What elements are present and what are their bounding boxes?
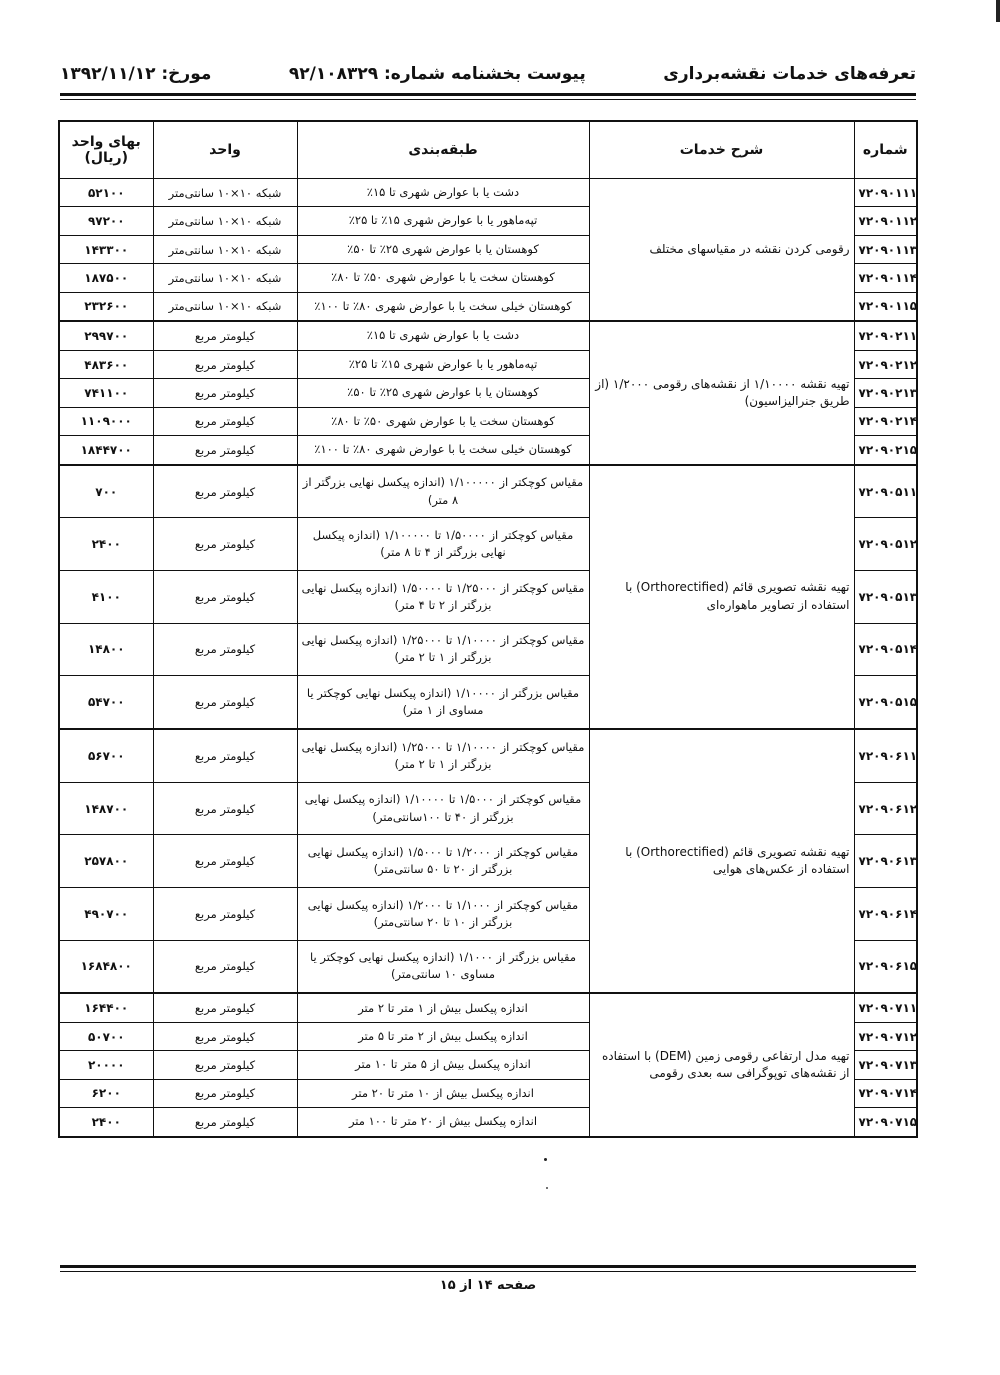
header-rule <box>60 93 916 96</box>
service-code-cell: ۷۲۰۹۰۶۱۳ <box>854 835 917 888</box>
service-code-cell: ۷۲۰۹۰۵۱۴ <box>854 623 917 676</box>
table-row <box>59 729 917 782</box>
service-description-cell: تهیه نقشه تصویری قائم (Orthorectified) با استفاده از عکس‌های هوایی <box>589 729 854 993</box>
unit-cell: شبکه ۱۰×۱۰ سانتی‌متر <box>153 235 297 263</box>
unit-cell: کیلومتر مربع <box>153 518 297 571</box>
unit-price-cell: ۵۲۱۰۰ <box>59 179 153 207</box>
unit-cell: کیلومتر مربع <box>153 1022 297 1050</box>
classification-cell: مقیاس کوچکتر از ۱/۲۵۰۰۰ تا ۱/۵۰۰۰۰ (اندازه پیکسل نهایی بزرگتر از ۲ تا ۴ متر) <box>297 571 589 624</box>
page-number: صفحه ۱۴ از ۱۵ <box>439 1278 537 1293</box>
classification-cell: کوهستان خیلی سخت یا با عوارض شهری ۸۰٪ تا ۱۰۰٪ <box>297 292 589 321</box>
unit-price-cell: ۵۰۷۰۰ <box>59 1022 153 1050</box>
unit-price-cell: ۲۴۰۰ <box>59 518 153 571</box>
unit-price-cell: ۶۲۰۰ <box>59 1079 153 1107</box>
unit-price-cell: ۲۵۷۸۰۰ <box>59 835 153 888</box>
document-title: تعرفه‌های خدمات نقشه‌برداری <box>663 64 916 84</box>
classification-cell: کوهستان یا با عوارض شهری ۲۵٪ تا ۵۰٪ <box>297 379 589 407</box>
service-code-cell: ۷۲۰۹۰۱۱۳ <box>854 235 917 263</box>
classification-cell: مقیاس بزرگتر از ۱/۱۰۰۰۰ (اندازه پیکسل نهایی کوچکتر یا مساوی از ۱ متر) <box>297 676 589 729</box>
unit-price-cell: ۴۹۰۷۰۰ <box>59 887 153 940</box>
unit-cell: کیلومتر مربع <box>153 407 297 435</box>
service-code-cell: ۷۲۰۹۰۱۱۱ <box>854 179 917 207</box>
table-row <box>59 993 917 1022</box>
classification-cell: کوهستان سخت یا با عوارض شهری ۵۰٪ تا ۸۰٪ <box>297 264 589 292</box>
page-header <box>60 60 916 88</box>
service-code-cell: ۷۲۰۹۰۱۱۲ <box>854 207 917 235</box>
header-unit: واحد <box>153 121 297 179</box>
classification-cell: مقیاس کوچکتر از ۱/۱۰۰۰۰ تا ۱/۲۵۰۰۰ (اندازه پیکسل نهایی بزرگتر از ۱ تا ۲ متر) <box>297 729 589 782</box>
classification-cell: مقیاس کوچکتر از ۱/۱۰۰۰۰۰ (اندازه پیکسل نهایی بزرگتر از ۸ متر) <box>297 465 589 518</box>
unit-cell: کیلومتر مربع <box>153 782 297 835</box>
unit-price-cell: ۲۴۰۰ <box>59 1108 153 1137</box>
service-code-cell: ۷۲۰۹۰۷۱۳ <box>854 1051 917 1079</box>
classification-cell: مقیاس کوچکتر از ۱/۵۰۰۰۰ تا ۱/۱۰۰۰۰۰ (اندازه پیکسل نهایی بزرگتر از ۴ تا ۸ متر) <box>297 518 589 571</box>
service-code-cell: ۷۲۰۹۰۱۱۵ <box>854 292 917 321</box>
unit-price-cell: ۵۴۷۰۰ <box>59 676 153 729</box>
classification-cell: اندازه پیکسل بیش از ۱۰ متر تا ۲۰ متر <box>297 1079 589 1107</box>
unit-price-cell: ۴۱۰۰ <box>59 571 153 624</box>
unit-price-cell: ۷۰۰ <box>59 465 153 518</box>
unit-price-cell: ۱۶۴۴۰۰ <box>59 993 153 1022</box>
unit-cell: کیلومتر مربع <box>153 887 297 940</box>
unit-price-cell: ۱۸۷۵۰۰ <box>59 264 153 292</box>
unit-price-cell: ۴۸۳۶۰۰ <box>59 350 153 378</box>
classification-cell: کوهستان یا با عوارض شهری ۲۵٪ تا ۵۰٪ <box>297 235 589 263</box>
classification-cell: اندازه پیکسل بیش از ۵ متر تا ۱۰ متر <box>297 1051 589 1079</box>
table-row <box>59 321 917 350</box>
unit-cell: کیلومتر مربع <box>153 571 297 624</box>
service-code-cell: ۷۲۰۹۰۲۱۲ <box>854 350 917 378</box>
unit-price-cell: ۱۴۸۷۰۰ <box>59 782 153 835</box>
service-code-cell: ۷۲۰۹۰۷۱۵ <box>854 1108 917 1137</box>
circular-number: پیوست بخشنامه شماره: ۹۲/۱۰۸۳۲۹ <box>288 64 586 84</box>
unit-price-cell: ۹۷۲۰۰ <box>59 207 153 235</box>
service-code-cell: ۷۲۰۹۰۶۱۴ <box>854 887 917 940</box>
document-date: مورخ: ۱۳۹۲/۱۱/۱۲ <box>60 64 212 84</box>
unit-cell: کیلومتر مربع <box>153 379 297 407</box>
unit-price-cell: ۲۳۲۶۰۰ <box>59 292 153 321</box>
classification-cell: تپه‌ماهور یا با عوارض شهری ۱۵٪ تا ۲۵٪ <box>297 350 589 378</box>
unit-cell: کیلومتر مربع <box>153 1108 297 1137</box>
scan-edge-mark <box>996 0 1000 22</box>
unit-price-cell: ۷۴۱۱۰۰ <box>59 379 153 407</box>
header-unit-price-line2: (ریال) <box>84 150 129 166</box>
page-footer <box>60 1278 916 1293</box>
unit-cell: کیلومتر مربع <box>153 465 297 518</box>
classification-cell: مقیاس بزرگتر از ۱/۱۰۰۰ (اندازه پیکسل نهایی کوچکتر یا مساوی ۱۰ سانتی‌متر) <box>297 940 589 993</box>
service-code-cell: ۷۲۰۹۰۶۱۵ <box>854 940 917 993</box>
unit-cell: کیلومتر مربع <box>153 729 297 782</box>
unit-cell: کیلومتر مربع <box>153 350 297 378</box>
unit-price-cell: ۱۸۴۴۷۰۰ <box>59 436 153 465</box>
service-code-cell: ۷۲۰۹۰۵۱۵ <box>854 676 917 729</box>
unit-price-cell: ۲۹۹۷۰۰ <box>59 321 153 350</box>
header-classification: طبقه‌بندی <box>297 121 589 179</box>
unit-cell: کیلومتر مربع <box>153 993 297 1022</box>
service-description-cell: تهیه مدل ارتفاعی رقومی زمین (DEM) با استفاده از نقشه‌های توپوگرافی سه بعدی رقومی <box>589 993 854 1137</box>
tariff-body <box>59 179 917 1138</box>
unit-price-cell: ۱۱۰۹۰۰۰ <box>59 407 153 435</box>
service-code-cell: ۷۲۰۹۰۶۱۲ <box>854 782 917 835</box>
header-code: شماره <box>854 121 917 179</box>
classification-cell: کوهستان خیلی سخت یا با عوارض شهری ۸۰٪ تا ۱۰۰٪ <box>297 436 589 465</box>
service-code-cell: ۷۲۰۹۰۶۱۱ <box>854 729 917 782</box>
service-description-cell: تهیه نقشه ۱/۱۰۰۰۰ از نقشه‌های رقومی ۱/۲۰۰۰ (از طریق جنرالیزاسیون) <box>589 321 854 464</box>
unit-cell: شبکه ۱۰×۱۰ سانتی‌متر <box>153 207 297 235</box>
header-description: شرح خدمات <box>589 121 854 179</box>
unit-price-cell: ۱۶۸۴۸۰۰ <box>59 940 153 993</box>
service-code-cell: ۷۲۰۹۰۷۱۴ <box>854 1079 917 1107</box>
service-description-cell: رقومی کردن نقشه در مقیاسهای مختلف <box>589 179 854 322</box>
unit-cell: کیلومتر مربع <box>153 940 297 993</box>
classification-cell: اندازه پیکسل بیش از ۲۰ متر تا ۱۰۰ متر <box>297 1108 589 1137</box>
footer-rule-thin <box>60 1271 916 1272</box>
classification-cell: مقیاس کوچکتر از ۱/۱۰۰۰۰ تا ۱/۲۵۰۰۰ (اندازه پیکسل نهایی بزرگتر از ۱ تا ۲ متر) <box>297 623 589 676</box>
service-code-cell: ۷۲۰۹۰۲۱۵ <box>854 436 917 465</box>
service-code-cell: ۷۲۰۹۰۵۱۱ <box>854 465 917 518</box>
footer-rule <box>60 1265 916 1268</box>
unit-price-cell: ۵۶۷۰۰ <box>59 729 153 782</box>
unit-cell: شبکه ۱۰×۱۰ سانتی‌متر <box>153 292 297 321</box>
classification-cell: مقیاس کوچکتر از ۱/۲۰۰۰ تا ۱/۵۰۰۰ (اندازه پیکسل نهایی بزرگتر از ۲۰ تا ۵۰ سانتی‌متر) <box>297 835 589 888</box>
service-code-cell: ۷۲۰۹۰۵۱۲ <box>854 518 917 571</box>
unit-cell: کیلومتر مربع <box>153 1051 297 1079</box>
unit-cell: کیلومتر مربع <box>153 835 297 888</box>
classification-cell: دشت یا با عوارض شهری تا ۱۵٪ <box>297 321 589 350</box>
classification-cell: اندازه پیکسل بیش از ۱ متر تا ۲ متر <box>297 993 589 1022</box>
service-code-cell: ۷۲۰۹۰۷۱۲ <box>854 1022 917 1050</box>
classification-cell: دشت یا با عوارض شهری تا ۱۵٪ <box>297 179 589 207</box>
classification-cell: اندازه پیکسل بیش از ۲ متر تا ۵ متر <box>297 1022 589 1050</box>
classification-cell: کوهستان سخت یا با عوارض شهری ۵۰٪ تا ۸۰٪ <box>297 407 589 435</box>
stray-mark <box>544 1158 547 1161</box>
unit-cell: کیلومتر مربع <box>153 321 297 350</box>
table-header-row <box>59 121 917 179</box>
header-unit-price-line1: بهای واحد <box>71 134 141 150</box>
stray-mark <box>546 1187 548 1189</box>
classification-cell: تپه‌ماهور یا با عوارض شهری ۱۵٪ تا ۲۵٪ <box>297 207 589 235</box>
unit-cell: کیلومتر مربع <box>153 676 297 729</box>
tariff-table <box>58 120 918 1138</box>
classification-cell: مقیاس کوچکتر از ۱/۱۰۰۰ تا ۱/۲۰۰۰ (اندازه پیکسل نهایی بزرگتر از ۱۰ تا ۲۰ سانتی‌متر) <box>297 887 589 940</box>
service-code-cell: ۷۲۰۹۰۲۱۱ <box>854 321 917 350</box>
unit-cell: کیلومتر مربع <box>153 1079 297 1107</box>
unit-price-cell: ۱۴۳۳۰۰ <box>59 235 153 263</box>
service-description-cell: تهیه نقشه تصویری قائم (Orthorectified) با استفاده از تصاویر ماهواره‌ای <box>589 465 854 729</box>
unit-cell: کیلومتر مربع <box>153 623 297 676</box>
service-code-cell: ۷۲۰۹۰۵۱۳ <box>854 571 917 624</box>
service-code-cell: ۷۲۰۹۰۷۱۱ <box>854 993 917 1022</box>
header-rule-thin <box>60 99 916 100</box>
table-row <box>59 465 917 518</box>
table-row <box>59 179 917 207</box>
header-unit-price <box>59 121 153 179</box>
unit-cell: کیلومتر مربع <box>153 436 297 465</box>
unit-cell: شبکه ۱۰×۱۰ سانتی‌متر <box>153 264 297 292</box>
service-code-cell: ۷۲۰۹۰۲۱۴ <box>854 407 917 435</box>
unit-price-cell: ۱۴۸۰۰ <box>59 623 153 676</box>
unit-cell: شبکه ۱۰×۱۰ سانتی‌متر <box>153 179 297 207</box>
service-code-cell: ۷۲۰۹۰۲۱۳ <box>854 379 917 407</box>
unit-price-cell: ۲۰۰۰۰ <box>59 1051 153 1079</box>
classification-cell: مقیاس کوچکتر از ۱/۵۰۰۰ تا ۱/۱۰۰۰۰ (اندازه پیکسل نهایی بزرگتر از ۴۰ تا ۱۰۰سانتی‌متر) <box>297 782 589 835</box>
service-code-cell: ۷۲۰۹۰۱۱۴ <box>854 264 917 292</box>
